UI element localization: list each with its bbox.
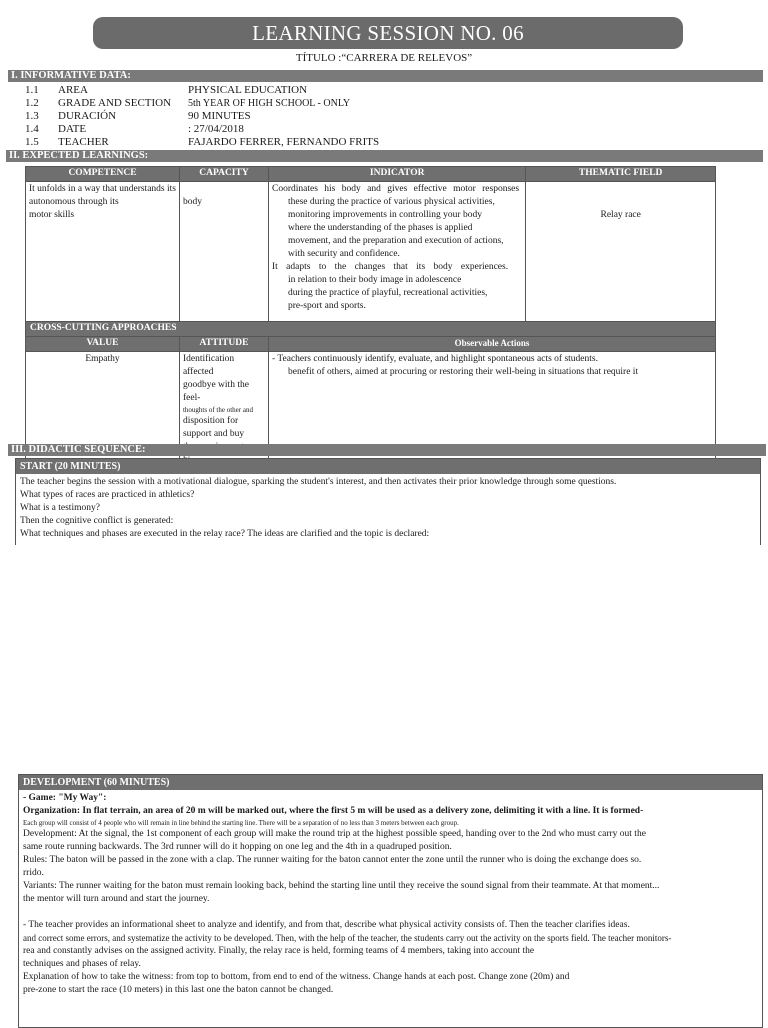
development-section <box>18 774 763 1028</box>
competence-cell <box>26 182 180 322</box>
col-header: INDICATOR <box>269 167 526 182</box>
didactic-heading: III. DIDACTIC SEQUENCE: <box>8 444 766 456</box>
indicator-line: where the understanding of the phases is applied <box>288 223 473 233</box>
thematic-cell: Relay race <box>526 182 716 322</box>
info-label: DATE <box>58 123 87 135</box>
competence-table <box>25 166 716 469</box>
dev-line: techniques and phases of relay. <box>23 959 141 969</box>
actions-line: - Teachers continuously identify, evaluate, and highlight spontaneous acts of students. <box>272 354 598 364</box>
cross-cutting-heading: CROSS-CUTTING APPROACHES <box>26 322 716 337</box>
attitude-line: Identification affected <box>182 354 235 377</box>
info-num: 1.5 <box>25 136 39 148</box>
indicator-line: in relation to their body image in adolescence <box>288 275 462 285</box>
dev-line: the mentor will turn around and start the journey. <box>23 894 210 904</box>
start-line: What techniques and phases are executed in the relay race? The ideas are clarified and the topic is declared: <box>20 529 430 539</box>
dev-line: same route running backwards. The 3rd runner will do it hopping on one leg and the 4th in a quadruped position. <box>23 842 452 852</box>
info-row <box>0 97 768 110</box>
expected-heading: II. EXPECTED LEARNINGS: <box>6 150 763 162</box>
info-label: DURACIÓN <box>58 110 117 122</box>
info-value: PHYSICAL EDUCATION <box>188 84 308 96</box>
info-num: 1.4 <box>25 123 39 135</box>
attitude-line: support and buy <box>182 429 245 439</box>
start-line: What types of races are practiced in athletics? <box>20 490 195 500</box>
info-num: 1.1 <box>25 84 39 96</box>
dev-line: pre-zone to start the race (10 meters) in this last one the baton cannot be changed. <box>23 985 334 995</box>
info-row <box>0 84 768 97</box>
dev-line: and correct some errors, and systematize the activity to be developed. Then, with the help of the teacher, the students carry out the activity on the sports field. The teacher monitors- <box>23 933 672 943</box>
info-value: 5th YEAR OF HIGH SCHOOL - ONLY <box>188 98 351 109</box>
col-header: Observable Actions <box>269 337 716 352</box>
capacity-line: body <box>182 197 202 207</box>
competence-line: motor skills <box>29 210 75 220</box>
session-title: LEARNING SESSION NO. 06 <box>93 17 683 49</box>
dev-line: Rules: The baton will be passed in the zone with a clap. The runner waiting for the baton cannot enter the zone until the runner who is doing the exchange does so. <box>23 855 642 865</box>
development-heading: DEVELOPMENT (60 MINUTES) <box>19 775 762 790</box>
attitude-line: disposition for <box>182 416 239 426</box>
start-body <box>16 474 760 543</box>
dev-organization-line: Organization: In flat terrain, an area of 20 m will be marked out, where the first 5 m will be used as a delivery zone, delimiting it with a line. It is formed- <box>23 806 644 816</box>
start-line: The teacher begins the session with a motivational dialogue, sparking the student's interest, and then activates their prior knowledge through some questions. <box>20 477 617 487</box>
info-row <box>0 123 768 136</box>
indicator-line: with security and confidence. <box>288 249 400 259</box>
capacity-cell <box>179 182 268 322</box>
info-label: GRADE AND SECTION <box>58 97 172 109</box>
attitude-line: goodbye with the feel- <box>182 380 249 403</box>
informative-heading: I. INFORMATIVE DATA: <box>8 70 763 82</box>
col-header: CAPACITY <box>179 167 268 182</box>
competence-line: autonomous through its <box>29 197 119 207</box>
indicator-line: Coordinates his body and gives effective motor responses <box>272 184 520 194</box>
session-subtitle: TÍTULO :“CARRERA DE RELEVOS” <box>295 52 473 64</box>
info-value: : 27/04/2018 <box>188 123 244 135</box>
indicator-line: these during the practice of various physical activities, <box>288 197 495 207</box>
start-line: What is a testimony? <box>20 503 100 513</box>
col-header: THEMATIC FIELD <box>526 167 716 182</box>
start-line: Then the cognitive conflict is generated: <box>20 516 174 526</box>
attitude-line: thoughts of the other and <box>182 406 253 414</box>
indicator-line: monitoring improvements in controlling your body <box>288 210 482 220</box>
dev-game-line: - Game: "My Way": <box>23 793 107 803</box>
capacity-line <box>183 183 265 196</box>
info-label: TEACHER <box>58 136 109 148</box>
info-num: 1.3 <box>25 110 39 122</box>
actions-line: benefit of others, aimed at procuring or restoring their well-being in situations that require it <box>288 367 639 377</box>
dev-line: Explanation of how to take the witness: from top to bottom, from end to end of the witness. Change hands at each post. Change zone (20m) and <box>23 972 570 982</box>
indicator-line: It adapts to the changes that its body experiences. <box>272 262 509 272</box>
dev-line: Variants: The runner waiting for the baton must remain looking back, behind the starting line until they receive the sound signal from their teammate. At that moment... <box>23 881 660 891</box>
dev-line <box>23 906 758 919</box>
indicator-line: movement, and the preparation and execution of actions, <box>288 236 504 246</box>
info-value: 90 MINUTES <box>188 110 251 122</box>
indicator-line: pre-sport and sports. <box>288 301 366 311</box>
col-header: ATTITUDE <box>179 337 268 352</box>
info-value: FAJARDO FERRER, FERNANDO FRITS <box>188 136 380 148</box>
start-section <box>15 458 761 545</box>
start-heading: START (20 MINUTES) <box>16 459 760 474</box>
col-header: COMPETENCE <box>26 167 180 182</box>
development-body <box>19 790 762 999</box>
indicator-cell <box>269 182 526 322</box>
info-row <box>0 110 768 123</box>
indicator-line: during the practice of playful, recreational activities, <box>288 288 488 298</box>
info-num: 1.2 <box>25 97 39 109</box>
info-label: AREA <box>58 84 88 96</box>
competence-line: It unfolds in a way that understands its <box>29 184 176 194</box>
dev-line: rrido. <box>23 868 44 878</box>
value-cell: Empathy <box>26 352 180 469</box>
dev-line: - The teacher provides an informational sheet to analyze and identify, and from that, describe what physical activity consists of. Then the teacher clarifies ideas. <box>23 920 630 930</box>
informative-list <box>0 84 768 150</box>
dev-line: rea and constantly advises on the assigned activity. Finally, the relay race is held, forming teams of 4 members, taking into account the <box>23 946 535 956</box>
dev-small-line: Each group will consist of 4 people who will remain in line behind the starting line. There will be a separation of no less than 3 meters between each group. <box>23 819 459 827</box>
dev-line: Development: At the signal, the 1st component of each group will make the round trip at the highest possible speed, handing over to the 2nd who must carry out the <box>23 829 646 839</box>
info-row <box>0 136 768 149</box>
col-header: VALUE <box>26 337 180 352</box>
